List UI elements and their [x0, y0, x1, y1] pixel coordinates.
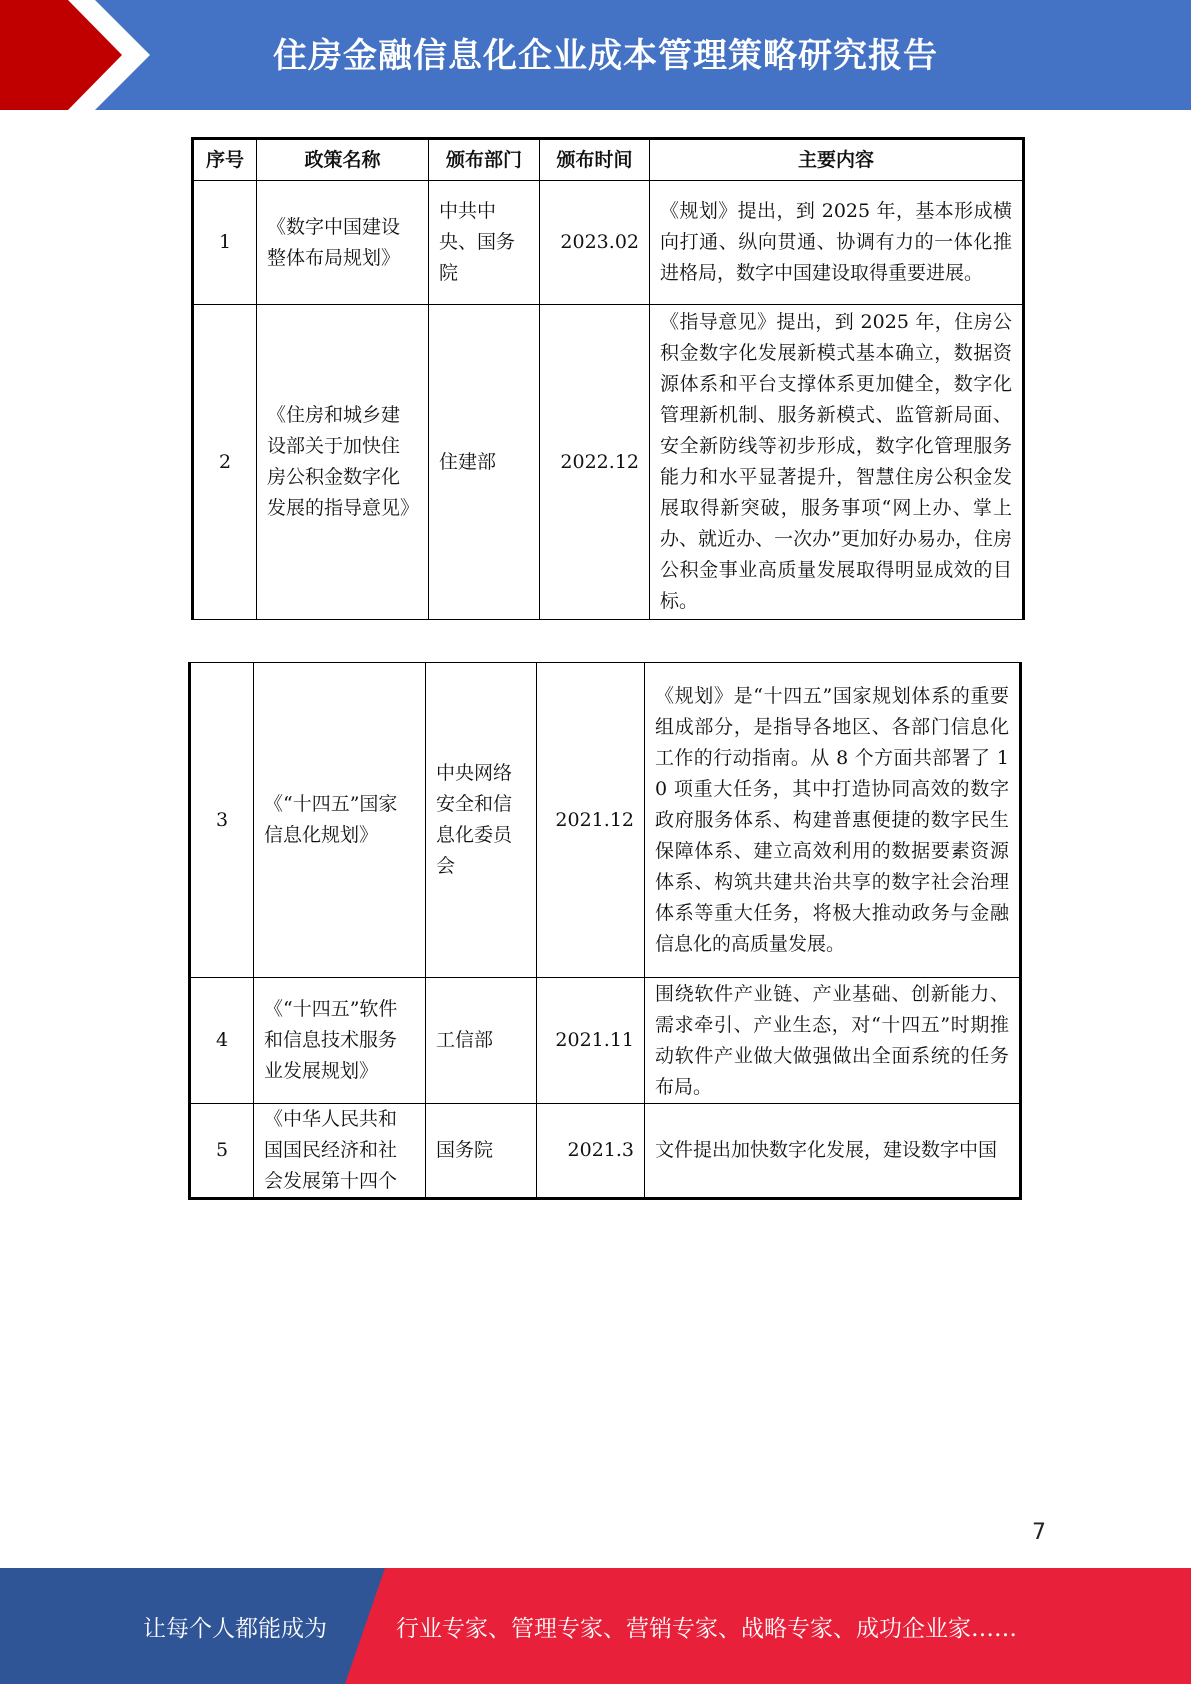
column-header-date: 颁布时间 [540, 139, 650, 181]
row-content: 《规划》提出，到 2025 年，基本形成横向打通、纵向贯通、协调有力的一体化推进格局，数字中国建设取得重要进展。 [650, 181, 1024, 305]
row-policy-name: 《“十四五”软件和信息技术服务业发展规划》 [254, 978, 426, 1104]
table-header-row [193, 139, 1024, 181]
table-row [190, 978, 1021, 1104]
row-date: 2023.02 [540, 181, 650, 305]
row-seq: 3 [190, 663, 254, 978]
column-header-seq: 序号 [193, 139, 257, 181]
table-row [190, 1104, 1021, 1199]
header-banner [0, 0, 1191, 110]
row-policy-name: 《数字中国建设整体布局规划》 [257, 181, 429, 305]
footer-slogan-right: 行业专家、管理专家、营销专家、战略专家、成功企业家…… [396, 1616, 1017, 1642]
row-date: 2022.12 [540, 305, 650, 620]
page-title: 住房金融信息化企业成本管理策略研究报告 [273, 36, 938, 76]
row-content: 《指导意见》提出，到 2025 年，住房公积金数字化发展新模式基本确立，数据资源体系和平台支撑体系更加健全，数字化管理新机制、服务新模式、监管新局面、安全新防线等初步形成，数字化管理服务能力和水平显著提升，智慧住房公积金发展取得新突破，服务事项“网上办、掌上办、就近办、一次办”更加好办易办，住房公积金事业高质量发展取得明显成效的目标。 [650, 305, 1024, 620]
row-date: 2021.3 [537, 1104, 645, 1199]
policy-table-part-1 [191, 137, 1025, 620]
row-content: 文件提出加快数字化发展，建设数字中国 [645, 1104, 1021, 1199]
row-policy-name: 《中华人民共和国国民经济和社会发展第十四个 [254, 1104, 426, 1199]
row-seq: 5 [190, 1104, 254, 1199]
row-dept: 中共中央、国务院 [429, 181, 540, 305]
row-content: 《规划》是“十四五”国家规划体系的重要组成部分，是指导各地区、各部门信息化工作的行动指南。从 8 个方面共部署了 10 项重大任务，其中打造协同高效的数字政府服务体系、构建普惠便捷的数字民生保障体系、建立高效利用的数据要素资源体系、构筑共建共治共享的数字社会治理体系等重大任务，将极大推动政务与金融信息化的高质量发展。 [645, 663, 1021, 978]
column-header-content: 主要内容 [650, 139, 1024, 181]
row-seq: 2 [193, 305, 257, 620]
row-dept: 国务院 [426, 1104, 537, 1199]
policy-table-part-2 [188, 662, 1022, 1200]
table-row [190, 663, 1021, 978]
row-date: 2021.12 [537, 663, 645, 978]
page-number: 7 [1032, 1520, 1046, 1545]
row-seq: 1 [193, 181, 257, 305]
table-row [193, 305, 1024, 620]
footer-slogan-left: 让每个人都能成为 [143, 1616, 327, 1642]
row-dept: 中央网络安全和信息化委员会 [426, 663, 537, 978]
row-policy-name: 《住房和城乡建设部关于加快住房公积金数字化发展的指导意见》 [257, 305, 429, 620]
column-header-name: 政策名称 [257, 139, 429, 181]
row-policy-name: 《“十四五”国家信息化规划》 [254, 663, 426, 978]
row-content: 围绕软件产业链、产业基础、创新能力、需求牵引、产业生态，对“十四五”时期推动软件产业做大做强做出全面系统的任务布局。 [645, 978, 1021, 1104]
table-row [193, 181, 1024, 305]
footer-banner [0, 1568, 1191, 1684]
row-dept: 工信部 [426, 978, 537, 1104]
row-seq: 4 [190, 978, 254, 1104]
row-date: 2021.11 [537, 978, 645, 1104]
row-dept: 住建部 [429, 305, 540, 620]
column-header-dept: 颁布部门 [429, 139, 540, 181]
